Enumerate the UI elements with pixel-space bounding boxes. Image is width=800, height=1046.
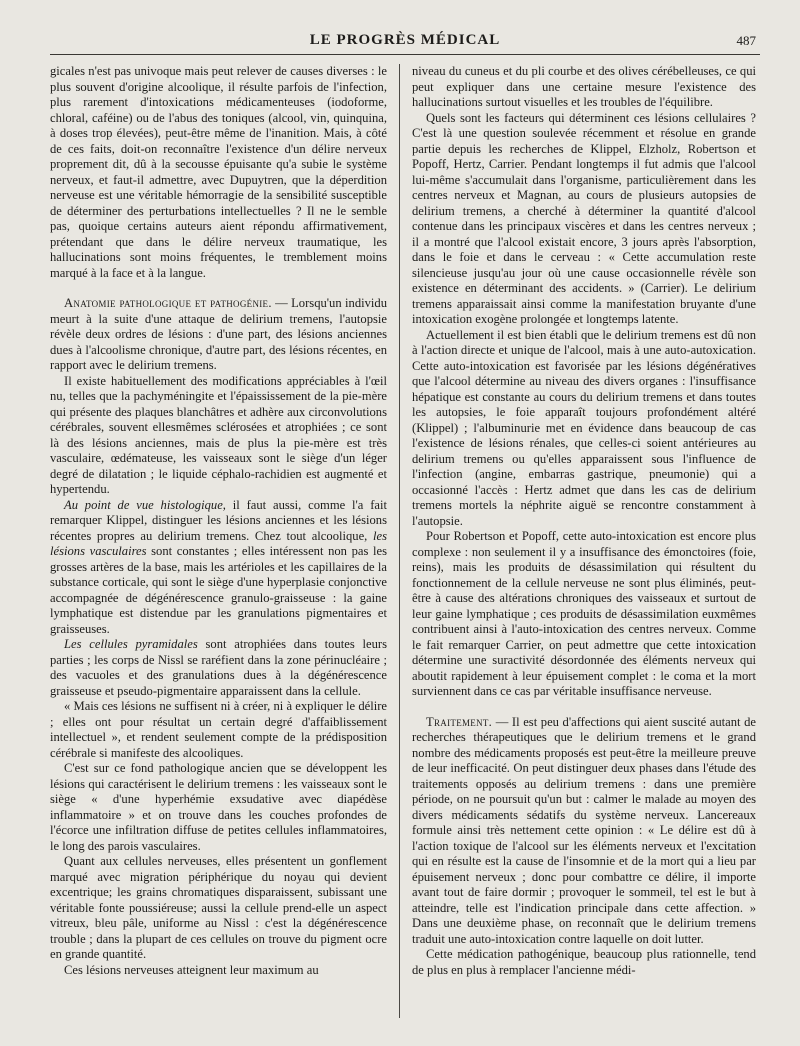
- paragraph-anatomy: [50, 296, 387, 374]
- paragraph: Cette médication pathogénique, beaucoup plus rationnelle, tend de plus en plus à remplacer l'ancienne médi-: [412, 947, 756, 977]
- paragraph: « Mais ces lésions ne suffisent ni à créer, ni à expliquer le délire ; elles ont pour résultat un certain degré d'affaiblissement intellectuel », et rendent seulement compte de la prédisposition cérébrale si manifeste des alcooliques.: [50, 699, 387, 760]
- right-column: [412, 64, 756, 1016]
- paragraph: niveau du cuneus et du pli courbe et des olives cérébelleuses, ce qui peut expliquer dans une certaine mesure l'existence des hallucinations surtout visuelles et les troubles de l'équilibre.: [412, 64, 756, 109]
- paragraph-treatment: [412, 715, 756, 948]
- paragraph: Il existe habituellement des modifications appréciables à l'œil nu, telles que la pachyméningite et l'épaississement de la pie-mère qui présente des plaques blanchâtres et adhère aux circonvolutions cérébrales, souvent ellesmêmes sclérosées et atrophiées ; ce sont là des lésions anciennes, mais de plus la pie-mère est très vasculaire, œdémateuse, les vaisseaux sont le siège d'un léger degré de dilatation ; le liquide céphalo-rachidien est augmenté et hypertendu.: [50, 373, 387, 496]
- paragraph-text: il faut aussi, comme l'a fait remarquer Klippel, distinguer les lésions anciennes et les lésions récentes propres au delirium tremens. Chez tout alcoolique,: [50, 497, 387, 543]
- italic-phrase: Au point de vue histologique,: [64, 497, 226, 512]
- left-column: [50, 64, 387, 1016]
- section-heading-anatomy: Anatomie pathologique et pathogénie.: [64, 296, 272, 310]
- paragraph: C'est sur ce fond pathologique ancien que se développent les lésions qui caractérisent le delirium tremens : les vaisseaux sont le siège « d'une hyperhémie exsudative avec diapédèse inflammatoire » et on trouve dans les couches profondes de l'écorce une infiltration diffuse de petites cellules inflammatoires, le long des parois vasculaires.: [50, 761, 387, 853]
- paragraph-pyramidal: [50, 637, 387, 699]
- paragraph-text: sont constantes ; elles intéressent non pas les grosses artères de la base, mais les artérioles et les capillaires de la substance corticale, qui sont le siège d'une hyperplasie conjonctive accompagnée de dégénérescence granulo-graisseuse : la gaine lymphatique est distendue par les granulations pigmentaires et graisseuses.: [50, 544, 387, 636]
- page-number: 487: [736, 33, 756, 48]
- paragraph: Quant aux cellules nerveuses, elles présentent un gonflement marqué avec migration périphérique du noyau qui devient excentrique; les grains chromatiques disparaissent, subissant une véritable fonte poussiéreuse; aussi la cellule prend-elle un aspect vitreux, bleu pâle, uniforme au Nissl : c'est la dégénérescence trouble ; dans la plupart de ces cellules on trouve du pigment ocre en grande quantité.: [50, 854, 387, 961]
- paragraph: gicales n'est pas univoque mais peut relever de causes diverses : le plus souvent d'origine alcoolique, il résulte parfois de l'infection, plus rarement d'intoxications médicamenteuses (iodoforme, chloral, caféine) ou de l'abus des toniques (alcool, vin, quinquina, à doses trop élevées), peut-être même de l'inanition. Mais, à côté de ces faits, doit-on reconnaître l'existence d'un délire nerveux proprement dit, dû à la secousse épuisante qu'a subie le système nerveux, et faut-il admettre, avec Dupuytren, que la déperdition nerveuse est une véritable hémorragie de la sensibilité susceptible de déterminer des perturbations intellectuelles ? Il ne le semble pas, quoique certains auteurs aient répondu affirmativement, prétendant que dans le délire nerveux traumatique, les hallucinations sont moins fréquentes, le tremblement moins marqué à la face et à la langue.: [50, 64, 387, 280]
- paragraph-text: sont atrophiées dans toutes leurs parties ; les corps de Nissl se raréfient dans la zone périnucléaire ; des vacuoles et des granulations dues à la dégénérescence graisseuse et pseudo-pigmentaire apparaissent dans la cellule.: [50, 637, 387, 698]
- section-heading-treatment: Traitement.: [426, 714, 493, 729]
- page-header: [50, 28, 760, 55]
- paragraph: Pour Robertson et Popoff, cette auto-intoxication est encore plus complexe : non seulement il y a insuffisance des émonctoires (foie, reins), mais les produits de désassimilation qui résultent du fonctionnement de la cellule nerveuse ne sont plus éliminés, peut-être à cause des altérations chroniques des vaisseaux et surtout de leur gaine lymphatique ; ces produits de désassimilation euxmêmes contribuent ainsi à l'auto-intoxication des centres nerveux. Comme le fait remarquer Carrier, on peut admettre que cette intoxication détermine une suractivité désordonnée des éléments nerveux qui aboutit rapidement à leur épuisement complet : le coma et la mort surviennent dans ce cas par véritable insuffisance nerveuse.: [412, 529, 756, 698]
- paragraph-text: — Il est peu d'affections qui aient suscité autant de recherches thérapeutiques que le delirium tremens et le grand nombre des médicaments proposés est peut-être la meilleure preuve de leur inefficacité. On peut distinguer deux phases dans l'étude des traitements opposés au delirium tremens : dans une première période, on ne poursuit qu'un but : calmer le malade au moyen des divers médicaments sédatifs du système nerveux. Lancereaux formule ainsi très nettement cette opinion : « Le délire est dû à l'action toxique de l'alcool sur les éléments nerveux et l'excitation qui en résulte est la cause de l'insomnie et de la mort qui a lieu par épuisement nerveux ; donc pour combattre ce délire, il importe avant tout de faire dormir ; provoquer le sommeil, tel est le but à atteindre, telle est l'indication principale dans cette affection. » Dans une deuxième phase, on reconnaît que le delirium tremens traduit une auto-intoxication contre laquelle on doit lutter.: [412, 714, 756, 946]
- journal-title: LE PROGRÈS MÉDICAL: [309, 32, 501, 48]
- paragraph: Actuellement il est bien établi que le delirium tremens est dû non à l'action directe et unique de l'alcool, mais à une auto-autoxication. Cette auto-intoxication est favorisée par les lésions dégénératives que l'alcool détermine au niveau des divers organes : l'insuffisance hépatique est constante au cours du delirium tremens et dans toutes les autopsies, le foie apparaît toujours profondément altéré (Klippel) ; l'albuminurie met en évidence dans beaucoup de cas l'existence de lésions rénales, que celles-ci soient antérieures au delirium tremens ou qu'elles apparaissent sous l'influence de l'infection (angine, embarras gastrique, pneumonie) qui a occasionné l'accès : Hertz admet que dans les cas de delirium tremens mortels la néphrite aiguë se rencontre constamment à l'autopsie.: [412, 327, 756, 528]
- paragraph: Quels sont les facteurs qui déterminent ces lésions cellulaires ? C'est là une question soulevée récemment et résolue en grande partie depuis les recherches de Klippel, Elzholz, Robertson et Popoff, Hertz, Carrier. Pendant longtemps il fut admis que l'alcool lui-même s'accumulait dans l'organisme, particulièrement dans les centres nerveux et Magnan, au cours de plusieurs autopsies de delirium tremens, a cherché à déterminer la quantité d'alcool contenue dans les principaux viscères et dans les centres nerveux ; il a montré que l'alcool existait encore, 3 jours après l'absorption, dans le foie et dans le cerveau : « Cette accumulation reste silencieuse jusqu'au jour où une cause occasionnelle révèle son existence en déterminant des accidents. » (Carrier). Le delirium tremens apparaissait ainsi comme la manifestation bruyante d'une intoxication exogène prolongée et longtemps latente.: [412, 110, 756, 326]
- column-divider: [399, 64, 400, 1018]
- italic-phrase: Les cellules pyramidales: [64, 637, 198, 651]
- paragraph-text: — Lorsqu'un individu meurt à la suite d'une attaque de delirium tremens, l'autopsie révèle deux ordres de lésions : d'une part, des lésions anciennes dues à l'alcoolisme chronique, d'autre part, des lésions récentes, en rapport avec le delirium tremens.: [50, 296, 387, 372]
- italic-phrase: les lésions vasculaires: [50, 528, 387, 558]
- paragraph: Ces lésions nerveuses atteignent leur maximum au: [64, 962, 319, 977]
- paragraph-histology: [50, 498, 387, 638]
